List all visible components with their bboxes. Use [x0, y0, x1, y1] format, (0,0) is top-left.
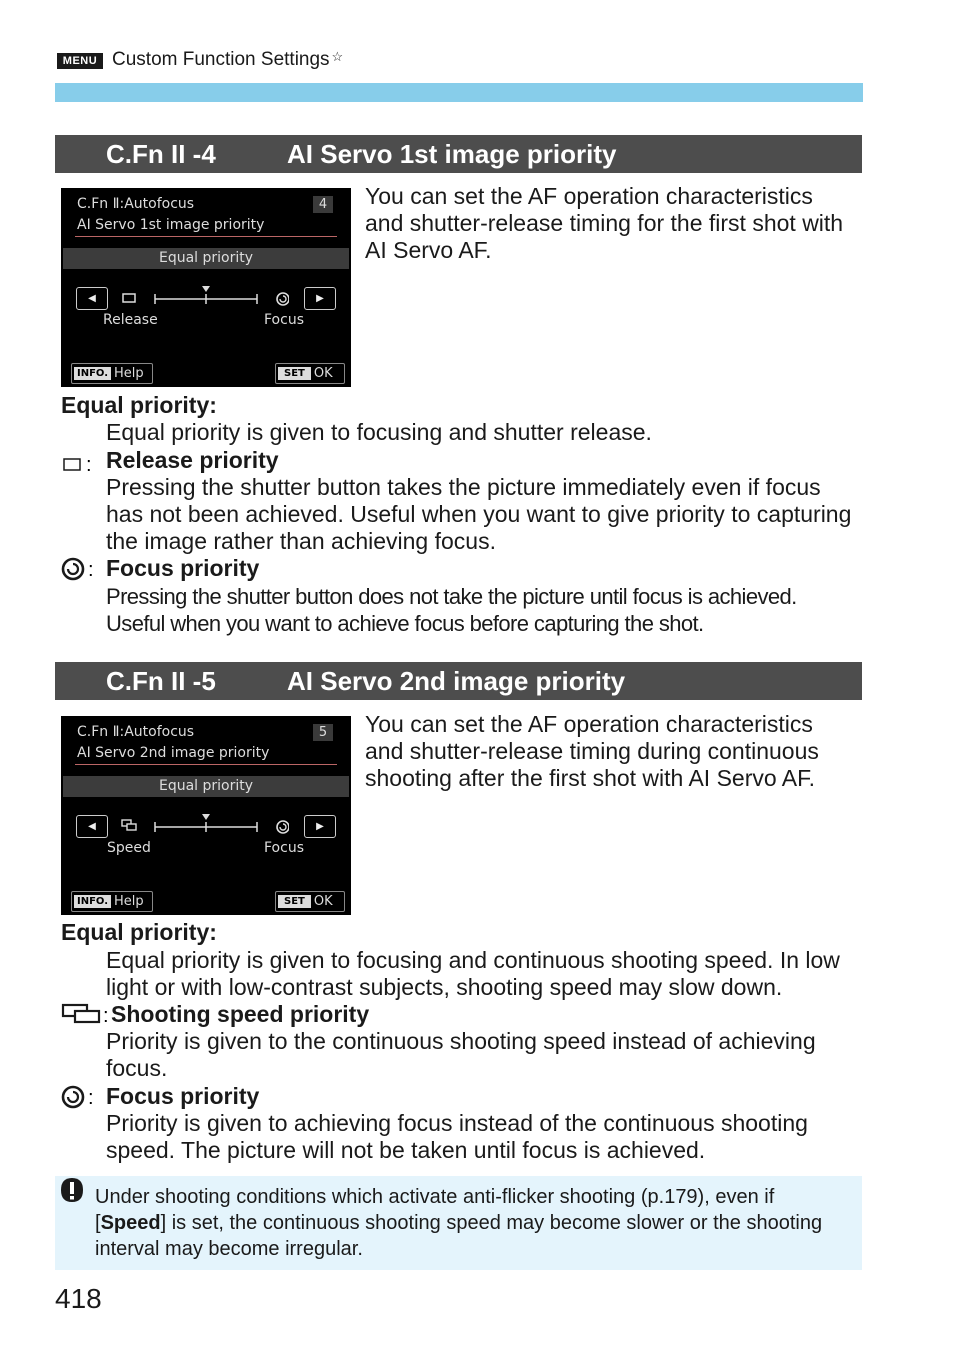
- option-desc-focus: Priority is given to achieving focus instead of the continuous shooting speed. The picture will not be taken until focus is achieved.: [106, 1110, 808, 1163]
- left-arrow-icon: ◀: [76, 287, 108, 310]
- screen-divider: [75, 236, 337, 237]
- section-code: C.Fn II -5: [106, 666, 216, 696]
- star-icon: ☆: [331, 49, 344, 64]
- release-priority-icon: [123, 294, 135, 302]
- speed-priority-icon: [61, 1002, 111, 1026]
- set-key: SET: [278, 367, 311, 380]
- screen-selected-option: Equal priority: [63, 248, 349, 269]
- slider-left-label: Release: [103, 312, 158, 328]
- caution-text-bold: Speed: [100, 1212, 161, 1234]
- caution-text-pre: Under shooting conditions which activate anti-flicker shooting (p.179), even if [: [95, 1186, 775, 1234]
- screen-function-name: AI Servo 2nd image priority: [77, 745, 270, 761]
- option-desc-focus-line2: Useful when you want to achieve focus before capturing the shot.: [106, 611, 704, 636]
- set-label: OK: [313, 366, 333, 381]
- slider-right-label: Focus: [264, 840, 304, 856]
- option-label-equal: Equal priority:: [61, 392, 217, 418]
- focus-priority-icon: [277, 293, 289, 305]
- info-key: INFO.: [74, 895, 111, 908]
- option-label-focus: Focus priority: [106, 555, 260, 581]
- section-title: AI Servo 2nd image priority: [287, 666, 626, 696]
- right-arrow-icon: ▶: [304, 815, 336, 838]
- screen-selected-option: Equal priority: [63, 776, 349, 797]
- slider-left-label: Speed: [107, 840, 151, 856]
- screen-category: C.Fn Ⅱ:Autofocus: [77, 724, 195, 740]
- header-accent-bar: [55, 83, 863, 102]
- section-code: C.Fn II -4: [106, 139, 216, 169]
- screen-category: C.Fn Ⅱ:Autofocus: [77, 196, 195, 212]
- svg-text::: :: [88, 1087, 94, 1109]
- priority-slider: [119, 284, 289, 310]
- page-number: 418: [55, 1283, 102, 1314]
- option-label-equal: Equal priority:: [61, 919, 217, 945]
- right-arrow-icon: ▶: [304, 287, 336, 310]
- focus-priority-icon: [60, 1084, 100, 1110]
- focus-priority-icon: [277, 821, 289, 833]
- set-label: OK: [313, 894, 333, 909]
- option-desc-speed: Priority is given to the continuous shooting speed instead of achieving focus.: [106, 1028, 816, 1081]
- option-label-release: Release priority: [106, 447, 279, 473]
- priority-slider: [119, 812, 289, 838]
- camera-screen-cfn-4: [61, 188, 351, 387]
- info-key: INFO.: [74, 367, 111, 380]
- option-desc-equal: Equal priority is given to focusing and shutter release.: [106, 419, 652, 445]
- screen-divider: [75, 764, 337, 765]
- camera-screen-cfn-5: [61, 716, 351, 915]
- set-ok-button: [275, 363, 345, 384]
- option-desc-equal: Equal priority is given to focusing and continuous shooting speed. In low light or with low-contrast subjects, shooting speed may slow down.: [106, 947, 840, 1000]
- screen-function-number: 4: [313, 196, 333, 213]
- info-label: Help: [114, 366, 144, 381]
- screen-function-number: 5: [313, 724, 333, 741]
- release-priority-icon: [61, 455, 99, 475]
- section-title: AI Servo 1st image priority: [287, 139, 617, 169]
- slider-right-label: Focus: [264, 312, 304, 328]
- option-desc-release: Pressing the shutter button takes the picture immediately even if focus has not been achieved. Useful when you want to give priority to capturing the image rather than achieving focus.: [106, 474, 852, 554]
- caution-text-post: ] is set, the continuous shooting speed may become slower or the shooting interval may become irregular.: [95, 1212, 823, 1260]
- section-intro: You can set the AF operation characteristics and shutter-release timing during continuous shooting after the first shot with AI Servo AF.: [365, 711, 819, 791]
- info-label: Help: [114, 894, 144, 909]
- option-label-speed: Shooting speed priority: [111, 1001, 370, 1027]
- menu-badge-icon: MENU: [57, 53, 103, 69]
- slider-position-marker: [202, 286, 210, 292]
- set-ok-button: [275, 891, 345, 912]
- caution-icon: [57, 1176, 87, 1206]
- chapter-title-text: Custom Function Settings: [112, 49, 330, 70]
- svg-text::: :: [88, 559, 94, 581]
- section-heading-cfn-4: [55, 135, 862, 173]
- section-intro: You can set the AF operation characteristics and shutter-release timing for the first shot with AI Servo AF.: [365, 183, 844, 263]
- section-heading-cfn-5: [55, 662, 862, 700]
- svg-text::: :: [86, 455, 92, 475]
- info-help-button: [71, 891, 153, 912]
- info-help-button: [71, 363, 153, 384]
- screen-function-name: AI Servo 1st image priority: [77, 217, 265, 233]
- option-label-focus: Focus priority: [106, 1083, 260, 1109]
- option-desc-focus-line1: Pressing the shutter button does not take the picture until focus is achieved.: [106, 584, 797, 609]
- left-arrow-icon: ◀: [76, 815, 108, 838]
- set-key: SET: [278, 895, 311, 908]
- chapter-title: [112, 49, 343, 71]
- svg-text::: :: [103, 1005, 109, 1026]
- caution-text: [95, 1184, 845, 1262]
- slider-position-marker: [202, 814, 210, 820]
- focus-priority-icon: [60, 556, 100, 582]
- caution-box: [55, 1176, 862, 1270]
